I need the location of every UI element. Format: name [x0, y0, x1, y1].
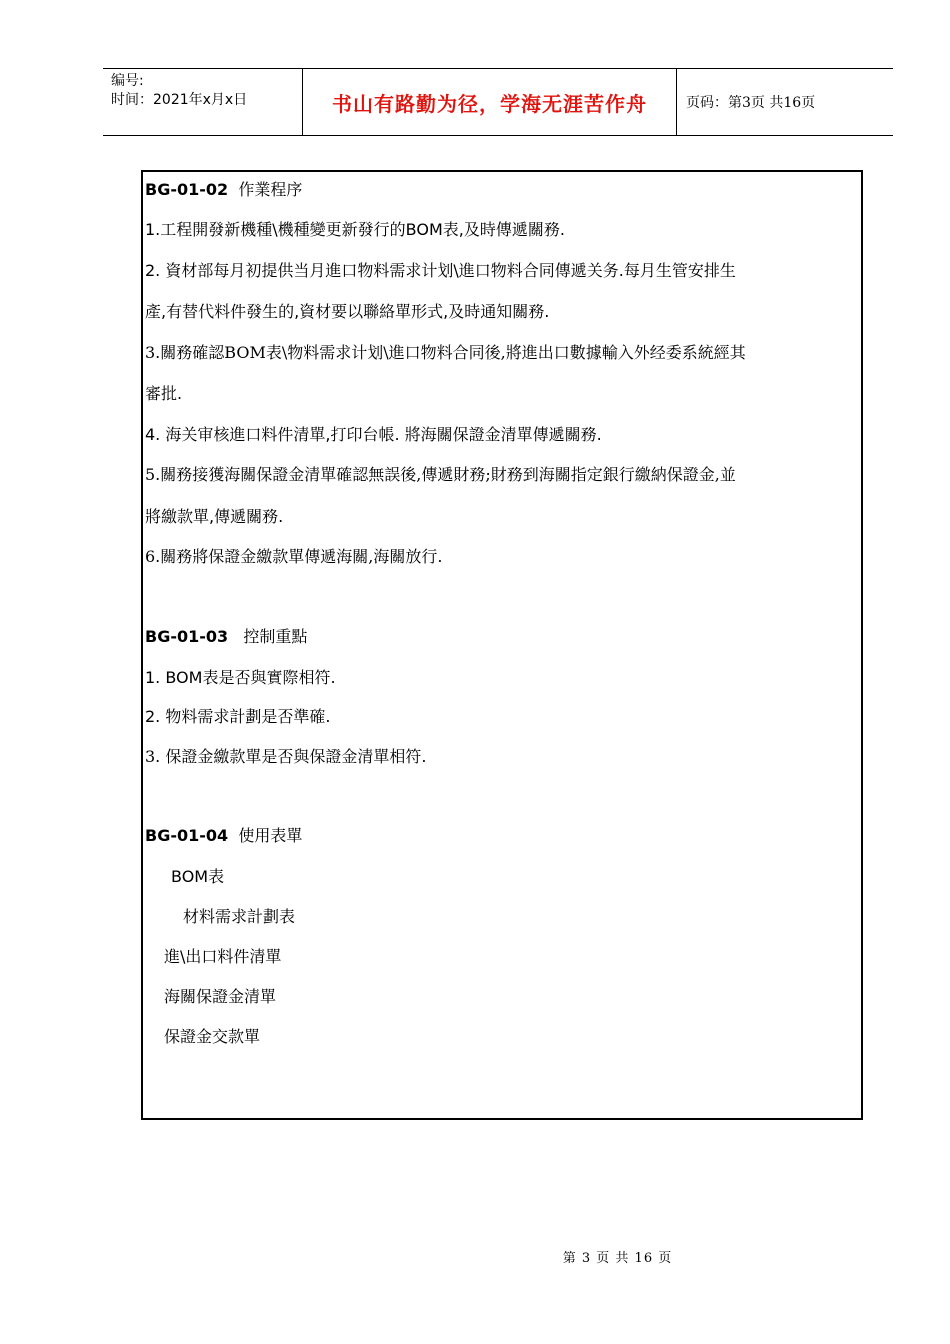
procedure-line: 4. 海关审核進口料件清單,打印台帳. 將海關保證金清單傳遞關務. — [145, 425, 602, 444]
procedure-line: 3.關務確認BOM表\物料需求计划\進口物料合同後,將進出口數據輸入外经委系統經其 — [145, 343, 746, 362]
procedure-line: 將繳款單,傳遞關務. — [145, 507, 284, 526]
header-meta — [103, 69, 303, 135]
control-point: 1. BOM表是否與實際相符. — [145, 668, 336, 687]
control-point: 3. 保證金繳款單是否與保證金清單相符. — [145, 747, 427, 766]
section-code: BG-01-02 — [145, 180, 229, 199]
section-heading-03 — [145, 624, 307, 647]
form-item: 保證金交款單 — [164, 1027, 261, 1046]
content-box — [141, 170, 863, 1120]
section-heading-02 — [145, 177, 302, 200]
section-title: 作業程序 — [238, 180, 303, 199]
procedure-line: 1.工程開發新機種\機種變更新發行的BOM表,及時傳遞關務. — [145, 220, 565, 239]
document-number-label: 编号: — [111, 73, 144, 89]
section-title: 使用表單 — [238, 826, 303, 845]
form-item: 進\出口料件清單 — [164, 947, 282, 966]
procedure-line: 產,有替代料件發生的,資材要以聯絡單形式,及時通知關務. — [145, 302, 550, 321]
procedure-line: 2. 資材部每月初提供当月進口物料需求计划\進口物料合同傳遞关务.每月生管安排生 — [145, 261, 736, 280]
section-title: 控制重點 — [243, 627, 308, 646]
procedure-line: 5.關務接獲海關保證金清單確認無誤後,傳遞財務;財務到海關指定銀行繳納保證金,並 — [145, 465, 736, 484]
procedure-line: 6.關務將保證金繳款單傳遞海關,海關放行. — [145, 547, 443, 566]
header-page-info: 页码：第3页 共16页 — [686, 95, 816, 111]
section-code: BG-01-03 — [145, 627, 229, 646]
control-point: 2. 物料需求計劃是否準確. — [145, 707, 331, 726]
procedure-line: 審批. — [145, 384, 183, 403]
form-item: BOM表 — [171, 867, 225, 886]
page-footer: 第 3 页 共 16 页 — [562, 1251, 673, 1266]
page-header — [103, 68, 893, 136]
document-time-label: 时间：2021年x月x日 — [111, 92, 248, 108]
header-slogan: 书山有路勤为径，学海无涯苦作舟 — [303, 69, 677, 135]
form-item: 海關保證金清單 — [164, 987, 277, 1006]
section-heading-04 — [145, 823, 302, 846]
section-code: BG-01-04 — [145, 826, 229, 845]
form-item: 材料需求計劃表 — [183, 907, 296, 926]
